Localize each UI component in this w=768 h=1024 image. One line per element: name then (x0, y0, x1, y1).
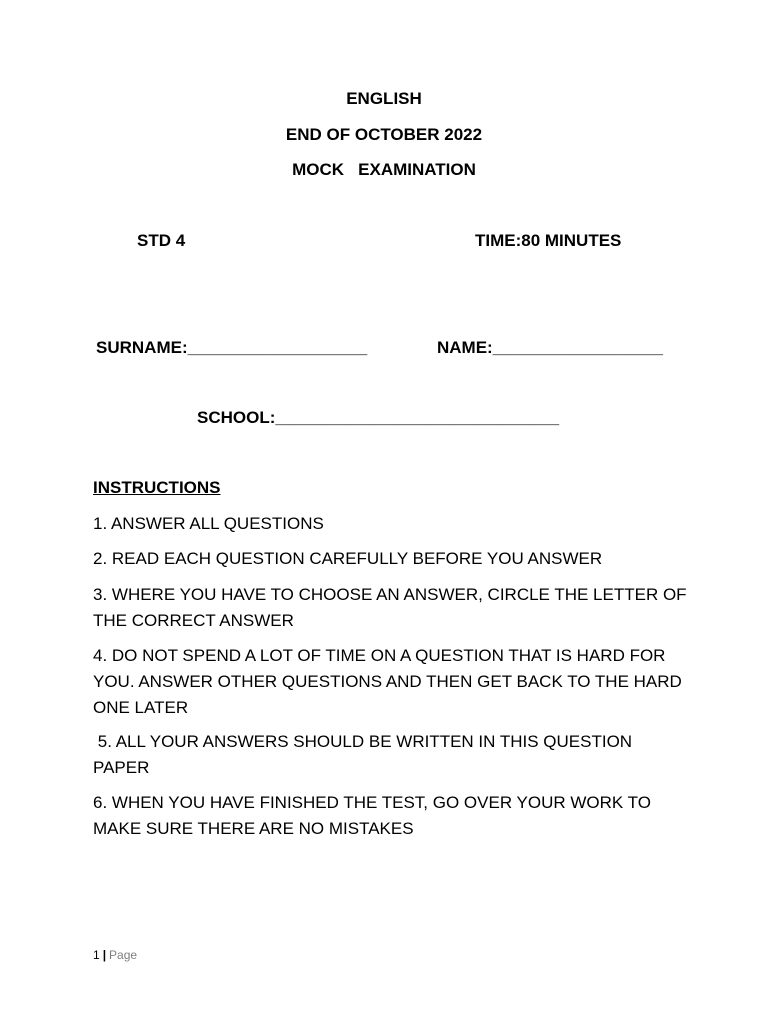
instructions-heading: INSTRUCTIONS (93, 478, 221, 497)
instruction-item-2: 2. READ EACH QUESTION CAREFULLY BEFORE YOU ANSWER (93, 549, 603, 568)
name-field: NAME:__________________ (437, 338, 663, 357)
page-label: Page (109, 948, 138, 962)
instruction-item-1: 1. ANSWER ALL QUESTIONS (93, 514, 324, 533)
surname-field: SURNAME:___________________ (96, 338, 368, 357)
instruction-item-3: 3. WHERE YOU HAVE TO CHOOSE AN ANSWER, CIRCLE THE LETTER OF THE CORRECT ANSWER (93, 585, 691, 630)
period-title: END OF OCTOBER 2022 (285, 125, 483, 144)
instruction-item-6: 6. WHEN YOU HAVE FINISHED THE TEST, GO OVER YOUR WORK TO MAKE SURE THERE ARE NO MISTAKES (93, 793, 656, 838)
std-label: STD 4 (137, 231, 186, 250)
page-footer (93, 947, 137, 963)
time-label: TIME:80 MINUTES (475, 231, 622, 250)
page-number: 1 (93, 948, 100, 962)
instruction-item-5: 5. ALL YOUR ANSWERS SHOULD BE WRITTEN IN THIS QUESTION PAPER (93, 732, 637, 777)
school-field: SCHOOL:______________________________ (197, 408, 560, 427)
exam-title: MOCK EXAMINATION (292, 160, 476, 179)
instruction-item-4: 4. DO NOT SPEND A LOT OF TIME ON A QUESTION THAT IS HARD FOR YOU. ANSWER OTHER QUESTIONS AND THEN GET BACK TO THE HARD ONE LATER (93, 646, 687, 717)
subject-title: ENGLISH (346, 89, 422, 108)
footer-separator: | (102, 948, 107, 962)
